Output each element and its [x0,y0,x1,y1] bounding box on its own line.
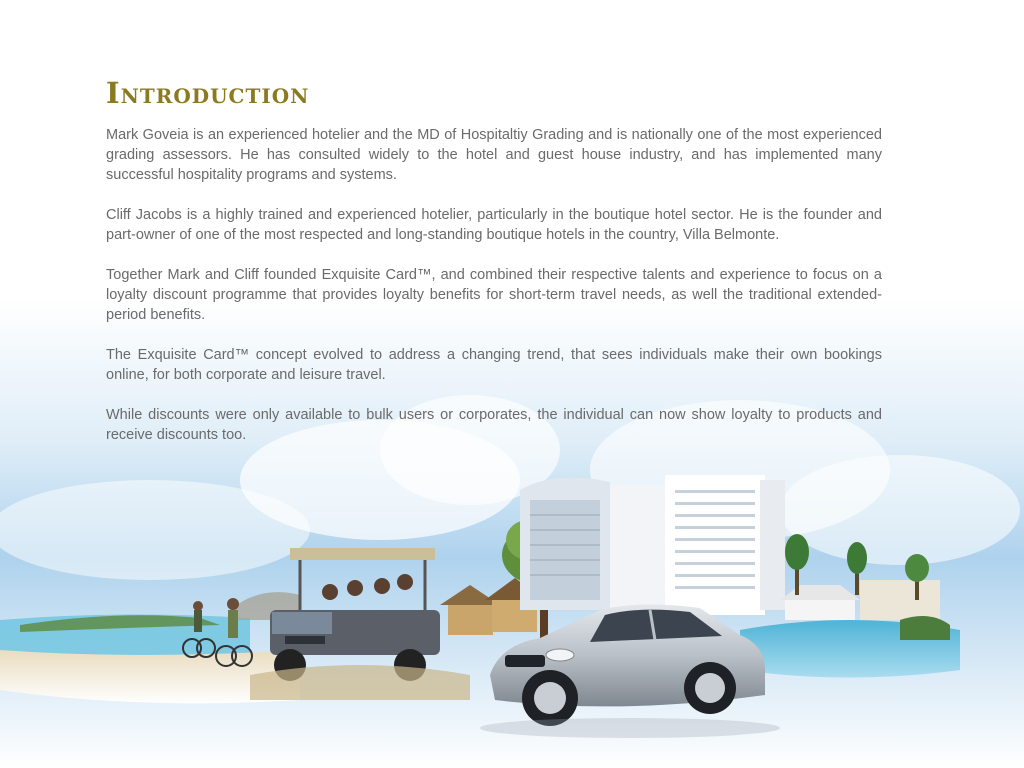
paragraph-founding: Together Mark and Cliff founded Exquisite Card™, and combined their respective talents and experience to focus on a loyalty discount programme that provides loyalty benefits for short-term travel needs, as well the traditional extended-period benefits. [106,267,882,323]
paragraph-mark-goveia: Mark Goveia is an experienced hotelier and the MD of Hospitaltiy Grading and is nationally one of the most experienced grading assessors. He has consulted widely to the hotel and guest house industry, and has implemented many successful hospitality programs and systems. [106,127,882,183]
paragraph-cliff-jacobs: Cliff Jacobs is a highly trained and experienced hotelier, particularly in the boutique hotel sector. He is the founder and part-owner of one of the most respected and long-standing boutique hotels in the country, Villa Belmonte. [106,207,882,243]
safari-vehicle [250,548,470,700]
hotel-towers [520,475,785,615]
paragraph-concept: The Exquisite Card™ concept evolved to address a changing trend, that sees individuals make their own bookings online, for both corporate and leisure travel. [106,347,882,383]
intro-body [106,125,882,465]
page-title: Introduction [106,76,310,110]
paragraph-discounts: While discounts were only available to bulk users or corporates, the individual can now show loyalty to products and receive discounts too. [106,407,882,443]
travel-collage-illustration [0,460,1024,768]
